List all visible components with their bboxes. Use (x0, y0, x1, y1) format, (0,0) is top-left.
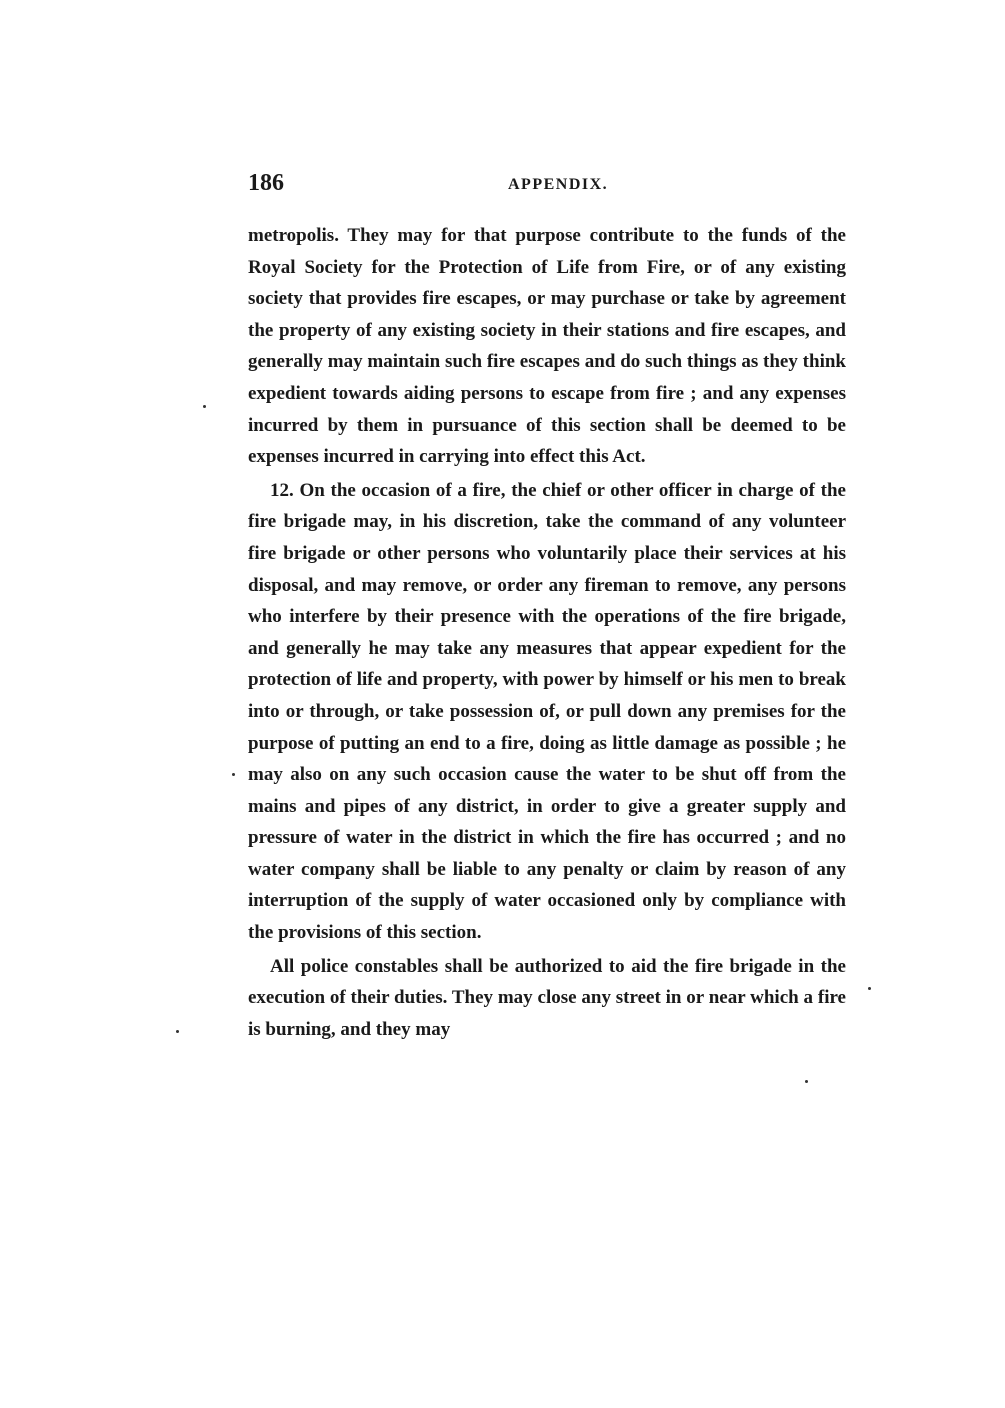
scan-speck (203, 405, 206, 408)
page-header (248, 170, 848, 204)
scan-speck (232, 773, 235, 776)
paragraph-section-12: 12. On the occasion of a fire, the chief or other officer in charge of the fire brigade may, in his discretion, take the command of any volunteer fire brigade or other persons who voluntarily place their services at his disposal, and may remove, or order any fireman to remove, any persons who interfere by their presence with the operations of the fire brigade, and generally he may take any measures that appear expedient for the protection of life and property, with power by himself or his men to break into or through, or take possession of, or pull down any premises for the purpose of putting an end to a fire, doing as little damage as possible ; he may also on any such occasion cause the water to be shut off from the mains and pipes of any district, in order to give a greater supply and pressure of water in the district in which the fire has occurred ; and no water company shall be liable to any penalty or claim by reason of any interruption of the supply of water occasioned only by compliance with the provisions of this section. (248, 479, 846, 944)
paragraph-continuation: metropolis. They may for that purpose contribute to the funds of the Royal Society for the Protection of Life from Fire, or of any existing society that provides fire escapes, or may purchase or take by agreement the property of any existing society in their stations and fire escapes, and generally may maintain such fire escapes and do such things as they think expedient towards aiding persons to escape from fire ; and any expenses incurred by them in pursuance of this section shall be deemed to be expenses incurred in carrying into effect this Act. (248, 225, 846, 468)
scan-speck (805, 1080, 808, 1083)
running-head: APPENDIX. (508, 176, 609, 193)
scan-speck (176, 1030, 179, 1033)
body-text (248, 220, 846, 1045)
scan-speck (868, 987, 871, 990)
page-number: 186 (248, 170, 284, 196)
paragraph-police-constables: All police constables shall be authorized to aid the fire brigade in the execution of their duties. They may close any street in or near which a fire is burning, and they may (248, 955, 846, 1040)
